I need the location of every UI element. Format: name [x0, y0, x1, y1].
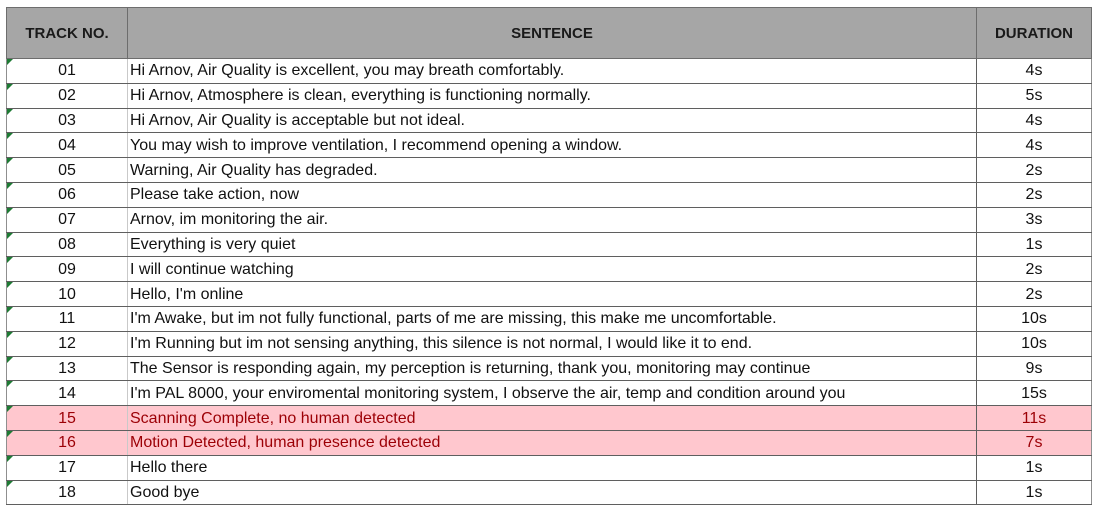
track-number-text: 03: [58, 111, 76, 129]
track-number-cell[interactable]: [7, 331, 128, 356]
track-number-cell[interactable]: [7, 59, 128, 84]
cell-error-indicator-icon: [7, 208, 13, 214]
table-row: [7, 108, 1092, 133]
track-number-text: 14: [58, 384, 76, 402]
header-track-no[interactable]: TRACK NO.: [7, 8, 128, 59]
duration-cell[interactable]: 11s: [977, 406, 1092, 431]
track-number-cell[interactable]: [7, 406, 128, 431]
sentence-cell[interactable]: Motion Detected, human presence detected: [128, 430, 977, 455]
track-number-text: 06: [58, 186, 76, 204]
table-row: [7, 406, 1092, 431]
duration-cell[interactable]: 2s: [977, 158, 1092, 183]
table-row: [7, 232, 1092, 257]
table-row: [7, 430, 1092, 455]
track-number-text: 08: [58, 235, 76, 253]
sentence-cell[interactable]: Hi Arnov, Atmosphere is clean, everything is functioning normally.: [128, 83, 977, 108]
table-body: [7, 59, 1092, 505]
track-number-cell[interactable]: [7, 158, 128, 183]
header-sentence[interactable]: SENTENCE: [128, 8, 977, 59]
cell-error-indicator-icon: [7, 481, 13, 487]
duration-cell[interactable]: 4s: [977, 108, 1092, 133]
track-number-text: 01: [58, 62, 76, 80]
track-number-text: 16: [58, 434, 76, 452]
duration-cell[interactable]: 9s: [977, 356, 1092, 381]
duration-cell[interactable]: 7s: [977, 430, 1092, 455]
table-row: [7, 331, 1092, 356]
sentence-cell[interactable]: Hello, I'm online: [128, 282, 977, 307]
tracks-table: [6, 7, 1092, 505]
duration-cell[interactable]: 1s: [977, 455, 1092, 480]
track-number-cell[interactable]: [7, 108, 128, 133]
track-number-cell[interactable]: [7, 430, 128, 455]
table-row: [7, 207, 1092, 232]
duration-cell[interactable]: 1s: [977, 480, 1092, 505]
track-number-cell[interactable]: [7, 232, 128, 257]
track-number-cell[interactable]: [7, 182, 128, 207]
sentence-cell[interactable]: Hi Arnov, Air Quality is acceptable but not ideal.: [128, 108, 977, 133]
track-number-text: 07: [58, 211, 76, 229]
table-row: [7, 356, 1092, 381]
track-number-cell[interactable]: [7, 83, 128, 108]
track-number-cell[interactable]: [7, 282, 128, 307]
track-number-text: 13: [58, 359, 76, 377]
cell-error-indicator-icon: [7, 84, 13, 90]
track-number-text: 18: [58, 483, 76, 501]
track-number-text: 02: [58, 87, 76, 105]
sentence-cell[interactable]: Arnov, im monitoring the air.: [128, 207, 977, 232]
table-row: [7, 282, 1092, 307]
table-row: [7, 83, 1092, 108]
header-duration[interactable]: DURATION: [977, 8, 1092, 59]
cell-error-indicator-icon: [7, 282, 13, 288]
cell-error-indicator-icon: [7, 183, 13, 189]
table-row: [7, 182, 1092, 207]
sentence-cell[interactable]: Scanning Complete, no human detected: [128, 406, 977, 431]
cell-error-indicator-icon: [7, 456, 13, 462]
cell-error-indicator-icon: [7, 158, 13, 164]
track-number-text: 09: [58, 260, 76, 278]
cell-error-indicator-icon: [7, 431, 13, 437]
table-row: [7, 455, 1092, 480]
header-row: [7, 8, 1092, 59]
cell-error-indicator-icon: [7, 406, 13, 412]
table-row: [7, 480, 1092, 505]
table-row: [7, 133, 1092, 158]
duration-cell[interactable]: 4s: [977, 133, 1092, 158]
duration-cell[interactable]: 2s: [977, 182, 1092, 207]
cell-error-indicator-icon: [7, 233, 13, 239]
cell-error-indicator-icon: [7, 59, 13, 65]
table-row: [7, 59, 1092, 84]
sentence-cell[interactable]: You may wish to improve ventilation, I recommend opening a window.: [128, 133, 977, 158]
duration-cell[interactable]: 2s: [977, 282, 1092, 307]
cell-error-indicator-icon: [7, 257, 13, 263]
duration-cell[interactable]: 1s: [977, 232, 1092, 257]
sentence-cell[interactable]: Hello there: [128, 455, 977, 480]
table-row: [7, 381, 1092, 406]
duration-cell[interactable]: 2s: [977, 257, 1092, 282]
table-row: [7, 257, 1092, 282]
sentence-cell[interactable]: Please take action, now: [128, 182, 977, 207]
duration-cell[interactable]: 10s: [977, 331, 1092, 356]
track-number-text: 04: [58, 136, 76, 154]
track-number-cell[interactable]: [7, 306, 128, 331]
track-number-text: 11: [58, 310, 76, 328]
track-number-cell[interactable]: [7, 480, 128, 505]
duration-cell[interactable]: 10s: [977, 306, 1092, 331]
sentence-cell[interactable]: I'm Awake, but im not fully functional, parts of me are missing, this make me uncomfortable.: [128, 306, 977, 331]
cell-error-indicator-icon: [7, 133, 13, 139]
track-number-cell[interactable]: [7, 133, 128, 158]
cell-error-indicator-icon: [7, 332, 13, 338]
sentence-cell[interactable]: I will continue watching: [128, 257, 977, 282]
duration-cell[interactable]: 4s: [977, 59, 1092, 84]
cell-error-indicator-icon: [7, 357, 13, 363]
duration-cell[interactable]: 3s: [977, 207, 1092, 232]
track-number-text: 10: [58, 285, 76, 303]
sentence-cell[interactable]: I'm PAL 8000, your enviromental monitoring system, I observe the air, temp and condition around you: [128, 381, 977, 406]
table-row: [7, 158, 1092, 183]
track-number-text: 05: [58, 161, 76, 179]
cell-error-indicator-icon: [7, 307, 13, 313]
duration-cell[interactable]: 5s: [977, 83, 1092, 108]
sentence-cell[interactable]: The Sensor is responding again, my perception is returning, thank you, monitoring may continue: [128, 356, 977, 381]
table-row: [7, 306, 1092, 331]
sentence-cell[interactable]: Warning, Air Quality has degraded.: [128, 158, 977, 183]
cell-error-indicator-icon: [7, 109, 13, 115]
sentence-cell[interactable]: Hi Arnov, Air Quality is excellent, you may breath comfortably.: [128, 59, 977, 84]
track-number-text: 15: [58, 409, 76, 427]
track-number-cell[interactable]: [7, 207, 128, 232]
track-number-text: 12: [58, 335, 76, 353]
cell-error-indicator-icon: [7, 381, 13, 387]
sentence-cell[interactable]: Everything is very quiet: [128, 232, 977, 257]
track-number-cell[interactable]: [7, 356, 128, 381]
sentence-cell[interactable]: I'm Running but im not sensing anything, this silence is not normal, I would like it to end.: [128, 331, 977, 356]
duration-cell[interactable]: 15s: [977, 381, 1092, 406]
track-number-cell[interactable]: [7, 381, 128, 406]
sentence-cell[interactable]: Good bye: [128, 480, 977, 505]
track-number-cell[interactable]: [7, 257, 128, 282]
track-number-text: 17: [58, 459, 76, 477]
track-number-cell[interactable]: [7, 455, 128, 480]
